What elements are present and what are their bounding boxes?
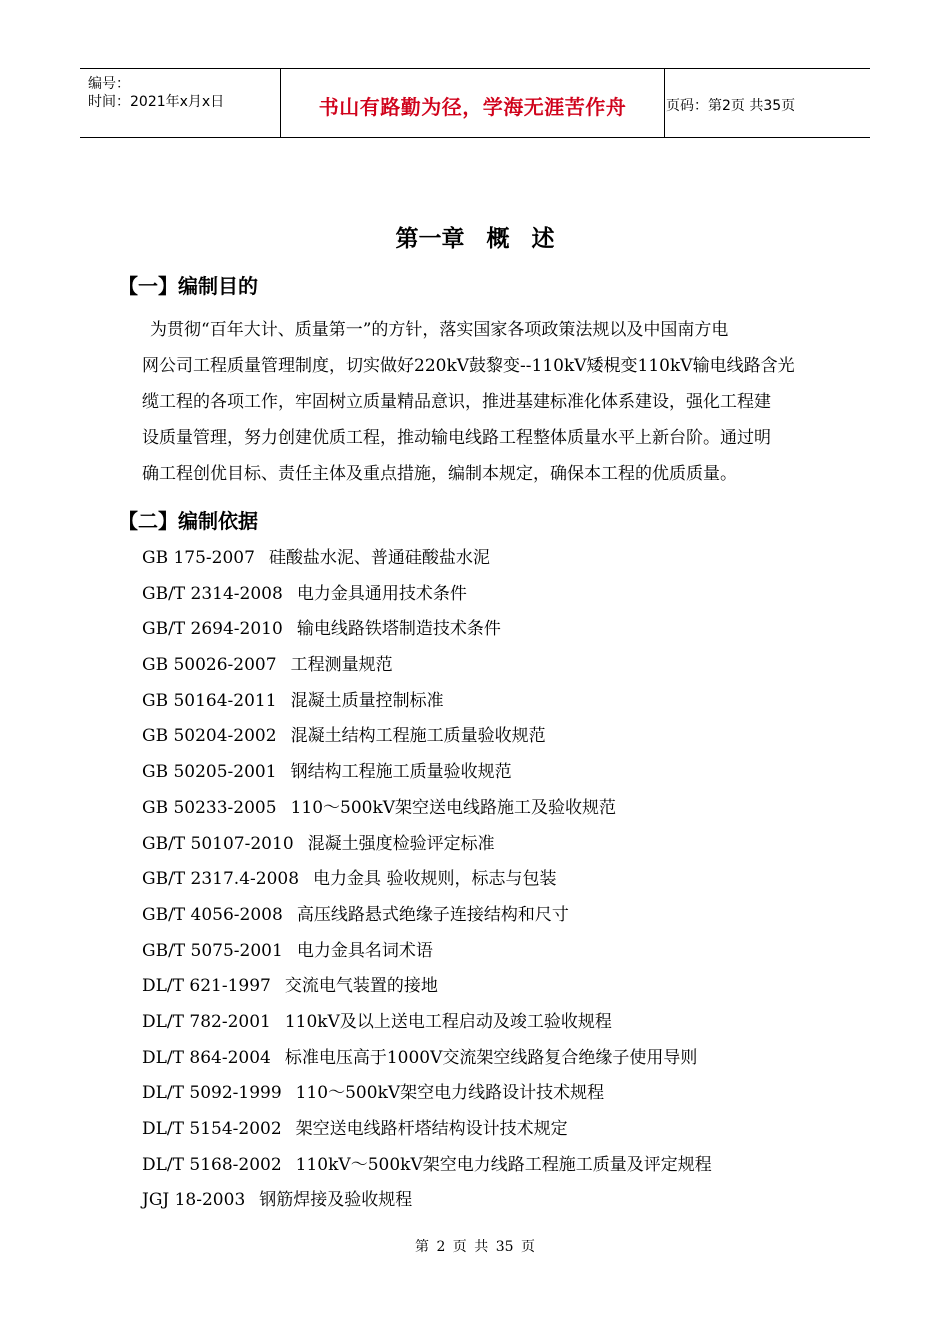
reference-item — [142, 719, 842, 755]
reference-item — [142, 1183, 842, 1219]
reference-code: DL/T 621-1997 — [142, 976, 271, 997]
reference-code: GB/T 2314-2008 — [142, 583, 283, 604]
reference-code: GB 50026-2007 — [142, 655, 277, 676]
paragraph-line: 为贯彻“百年大计、质量第一”的方针，落实国家各项政策法规以及中国南方电 — [150, 320, 729, 340]
reference-name: 110kV～500kV架空电力线路工程施工质量及评定规程 — [295, 1154, 712, 1175]
paragraph-line: 网公司工程质量管理制度，切实做好220kV鼓黎变--110kV矮梘变110kV输电线路含光 — [142, 356, 795, 376]
reference-code: DL/T 782-2001 — [142, 1011, 271, 1032]
page-header — [80, 68, 870, 138]
reference-name: 110kV及以上送电工程启动及竣工验收规程 — [284, 1011, 612, 1032]
reference-item — [142, 791, 842, 827]
reference-item — [142, 684, 842, 720]
reference-name: 钢结构工程施工质量验收规范 — [290, 762, 512, 783]
reference-name: 110～500kV架空电力线路设计技术规程 — [295, 1083, 605, 1104]
paragraph-line: 设质量管理，努力创建优质工程，推动输电线路工程整体质量水平上新台阶。通过明 — [142, 428, 771, 448]
reference-code: GB/T 2694-2010 — [142, 619, 283, 640]
reference-code: GB/T 4056-2008 — [142, 904, 283, 925]
reference-item — [142, 1112, 842, 1148]
reference-item — [142, 648, 842, 684]
reference-name: 硅酸盐水泥、普通硅酸盐水泥 — [268, 548, 490, 568]
reference-name: 电力金具 验收规则，标志与包装 — [313, 869, 557, 890]
time-label: 时间：2021年x月x日 — [88, 94, 225, 110]
reference-item — [142, 934, 842, 970]
reference-name: 电力金具通用技术条件 — [296, 583, 467, 604]
page-footer: 第 2 页 共 35 页 — [415, 1239, 535, 1255]
reference-code: GB 175-2007 — [142, 548, 255, 568]
reference-item — [142, 541, 842, 577]
reference-name: 高压线路悬式绝缘子连接结构和尺寸 — [296, 904, 569, 925]
basis-heading: 【二】编制依据 — [118, 509, 258, 533]
reference-item — [142, 898, 842, 934]
reference-item — [142, 612, 842, 648]
reference-name: 混凝土结构工程施工质量验收规范 — [290, 726, 546, 747]
reference-item — [142, 1076, 842, 1112]
reference-item — [142, 827, 842, 863]
reference-code: GB/T 5075-2001 — [142, 940, 283, 961]
paragraph-line: 确工程创优目标、责任主体及重点措施，编制本规定，确保本工程的优质质量。 — [142, 464, 737, 484]
reference-item — [142, 577, 842, 613]
reference-item — [142, 1005, 842, 1041]
reference-name: 架空送电线路杆塔结构设计技术规定 — [295, 1119, 568, 1139]
page-info: 页码：第2页 共35页 — [666, 98, 796, 114]
reference-code: GB/T 50107-2010 — [142, 833, 294, 854]
reference-name: 混凝土质量控制标准 — [290, 690, 444, 711]
reference-item — [142, 969, 842, 1005]
number-label: 编号： — [88, 76, 130, 92]
purpose-paragraph — [142, 312, 838, 492]
purpose-heading: 【一】编制目的 — [118, 274, 258, 298]
reference-code: DL/T 5092-1999 — [142, 1083, 282, 1104]
reference-code: GB 50164-2011 — [142, 690, 277, 711]
reference-code: DL/T 5154-2002 — [142, 1119, 282, 1139]
reference-item — [142, 1148, 842, 1184]
reference-name: 混凝土强度检验评定标准 — [307, 833, 495, 854]
reference-name: 钢筋焊接及验收规程 — [259, 1190, 413, 1211]
reference-code: DL/T 864-2004 — [142, 1047, 271, 1068]
reference-name: 标准电压高于1000V交流架空线路复合绝缘子使用导则 — [284, 1047, 698, 1068]
reference-name: 输电线路铁塔制造技术条件 — [296, 619, 501, 640]
motto-text: 书山有路勤为径，学海无涯苦作舟 — [318, 95, 627, 119]
reference-name: 交流电气装置的接地 — [284, 976, 438, 997]
reference-code: GB 50205-2001 — [142, 762, 277, 783]
header-meta — [80, 69, 280, 137]
reference-item — [142, 862, 842, 898]
reference-item — [142, 755, 842, 791]
paragraph-line: 缆工程的各项工作，牢固树立质量精品意识，推进基建标准化体系建设，强化工程建 — [142, 392, 771, 412]
reference-list — [142, 541, 842, 1219]
header-page-cell — [664, 69, 870, 137]
reference-name: 工程测量规范 — [290, 655, 393, 676]
reference-item — [142, 1041, 842, 1077]
reference-code: GB 50204-2002 — [142, 726, 277, 747]
reference-code: GB 50233-2005 — [142, 797, 277, 818]
reference-name: 电力金具名词术语 — [296, 940, 433, 961]
reference-code: GB/T 2317.4-2008 — [142, 869, 300, 890]
chapter-title: 第一章 概 述 — [395, 226, 555, 252]
header-motto-cell — [280, 69, 665, 137]
reference-name: 110～500kV架空送电线路施工及验收规范 — [290, 797, 617, 818]
reference-code: JGJ 18-2003 — [142, 1190, 246, 1211]
reference-code: DL/T 5168-2002 — [142, 1154, 282, 1175]
